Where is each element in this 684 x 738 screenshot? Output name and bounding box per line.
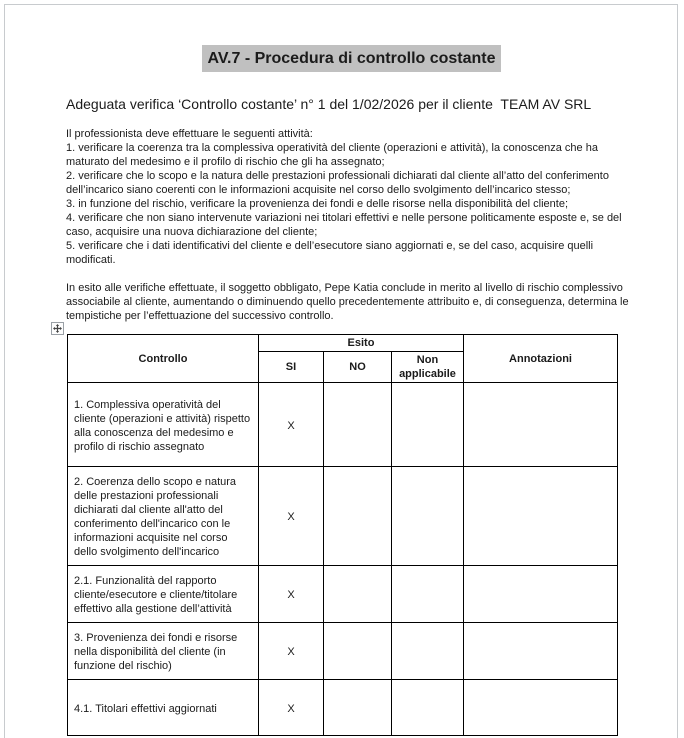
- control-description-cell[interactable]: 3. Provenienza dei fondi e risorse nella disponibilità del cliente (in funzione del rischio): [68, 623, 259, 680]
- col-header-annotazioni: Annotazioni: [464, 335, 618, 383]
- annotazioni-cell[interactable]: [464, 566, 618, 623]
- control-description-cell[interactable]: 1. Complessiva operatività del cliente (operazioni e attività) rispetto alla conoscenza del medesimo e profilo di rischio assegnato: [68, 383, 259, 467]
- non-applicabile-mark-cell[interactable]: [392, 623, 464, 680]
- table-move-handle-icon[interactable]: [51, 322, 64, 335]
- control-description-cell[interactable]: 2. Coerenza dello scopo e natura delle prestazioni professionali dichiarati dal cliente all'atto del conferimento dell'incarico con le informazioni acquisite nel corso dello svolgimento dell'incarico: [68, 467, 259, 566]
- activity-item-2: 2. verificare che lo scopo e la natura delle prestazioni professionali dichiarati dal cliente all’atto del conferimento dell’incarico siano coerenti con le informazioni acquisite nel corso dello svolgimento dell’incarico stesso;: [66, 170, 609, 196]
- si-mark-cell[interactable]: X: [259, 383, 324, 467]
- si-mark-cell[interactable]: X: [259, 566, 324, 623]
- col-header-si: SI: [259, 352, 324, 383]
- si-mark-cell[interactable]: X: [259, 623, 324, 680]
- annotazioni-cell[interactable]: [464, 623, 618, 680]
- page-title: [66, 45, 637, 72]
- control-description-cell[interactable]: 2.1. Funzionalità del rapporto cliente/esecutore e cliente/titolare effettivo alla gestione dell’attività: [68, 566, 259, 623]
- col-header-no: NO: [324, 352, 392, 383]
- verification-subtitle: Adeguata verifica ‘Controllo costante’ n° 1 del 1/02/2026 per il cliente TEAM AV SRL: [66, 96, 592, 112]
- control-description-cell[interactable]: 4.1. Titolari effettivi aggiornati: [68, 680, 259, 736]
- annotazioni-cell[interactable]: [464, 383, 618, 467]
- no-mark-cell[interactable]: [324, 383, 392, 467]
- conclusion-paragraph: In esito alle verifiche effettuate, il soggetto obbligato, Pepe Katia conclude in merito al livello di rischio complessivo associabile al cliente, aumentando o diminuendo quello precedentemente attribuito e, di conseguenza, determina le tempistiche per l’effettuazione del successivo controllo.: [66, 282, 629, 322]
- page-title-highlight: AV.7 - Procedura di controllo costante: [202, 45, 500, 72]
- activity-item-4: 4. verificare che non siano intervenute variazioni nei titolari effettivi e nelle persone politicamente esposte e, se del caso, acquisire una nuova dichiarazione del cliente;: [66, 212, 622, 238]
- document-content: [5, 45, 677, 736]
- no-mark-cell[interactable]: [324, 467, 392, 566]
- col-header-controllo: Controllo: [68, 335, 259, 383]
- table-row: [68, 383, 618, 467]
- annotazioni-cell[interactable]: [464, 680, 618, 736]
- controls-table: [67, 334, 618, 736]
- table-row: [68, 623, 618, 680]
- no-mark-cell[interactable]: [324, 680, 392, 736]
- table-row: [68, 566, 618, 623]
- non-applicabile-mark-cell[interactable]: [392, 467, 464, 566]
- col-header-non-applicabile: Non applicabile: [392, 352, 464, 383]
- activity-item-5: 5. verificare che i dati identificativi del cliente e dell’esecutore siano aggiornati e, se del caso, acquisire quelli modificati.: [66, 240, 594, 266]
- activity-item-3: 3. in funzione del rischio, verificare la provenienza dei fondi e delle risorse nella disponibilità del cliente;: [66, 198, 569, 210]
- non-applicabile-mark-cell[interactable]: [392, 680, 464, 736]
- col-header-esito: Esito: [259, 335, 464, 352]
- si-mark-cell[interactable]: X: [259, 680, 324, 736]
- no-mark-cell[interactable]: [324, 566, 392, 623]
- si-mark-cell[interactable]: X: [259, 467, 324, 566]
- activities-block: [66, 127, 635, 267]
- table-row: [68, 680, 618, 736]
- non-applicabile-mark-cell[interactable]: [392, 566, 464, 623]
- activity-item-1: 1. verificare la coerenza tra la complessiva operatività del cliente (operazioni e attività), la conoscenza che ha maturato del medesimo e il profilo di rischio che gli ha assegnato;: [66, 142, 598, 168]
- no-mark-cell[interactable]: [324, 623, 392, 680]
- annotazioni-cell[interactable]: [464, 467, 618, 566]
- non-applicabile-mark-cell[interactable]: [392, 383, 464, 467]
- controls-table-wrapper: [67, 334, 637, 736]
- move-icon: [53, 324, 62, 333]
- table-row: [68, 467, 618, 566]
- document-page: [4, 4, 678, 738]
- intro-line: Il professionista deve effettuare le seguenti attività:: [66, 128, 313, 140]
